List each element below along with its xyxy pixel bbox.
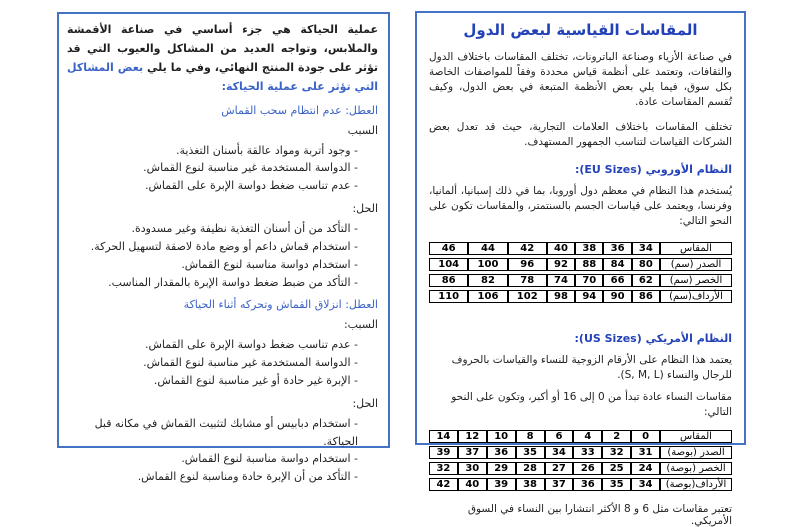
size-value-cell: 2 [602,430,631,443]
size-value-cell: 32 [429,462,458,475]
size-value-cell: 36 [603,242,631,255]
table-row [429,462,732,475]
list-item: - عدم تناسب ضغط دواسة الإبرة على القماش. [144,179,358,193]
list-item: - التأكد من ضبط ضغط دواسة الإبرة بالمقدار المناسب. [108,275,358,289]
list-item: - وجود أتربة ومواد عالقة بأسنان التغذية. [176,143,358,157]
size-value-cell: 82 [468,274,507,287]
size-value-cell: 36 [487,446,516,459]
intro-highlight: بعض المشاكل التي تؤثر على عملية الحياكة: [67,60,378,93]
fault2-cause-label: السبب: [343,318,378,332]
list-item: - الدواسة المستخدمة غير مناسبة لنوع القماش. [143,356,358,370]
size-value-cell: 35 [602,478,631,491]
row-label-cell: الخصر (سم) [660,274,732,287]
size-value-cell: 102 [508,290,547,303]
size-value-cell: 39 [429,446,458,459]
size-value-cell: 106 [468,290,507,303]
size-value-cell: 8 [516,430,545,443]
fault2-causes-list [67,336,378,389]
row-label-cell: الخصر (بوصة) [660,462,732,475]
size-value-cell: 30 [458,462,487,475]
size-value-cell: 100 [468,258,507,271]
fault2-solution-label: الحل: [352,396,378,410]
fault1-solutions-list [67,220,378,291]
list-item: - استخدام دواسة مناسبة لنوع القماش. [181,257,358,271]
size-value-cell: 62 [632,274,660,287]
size-value-cell: 92 [547,258,575,271]
size-value-cell: 4 [573,430,602,443]
size-value-cell: 86 [429,274,468,287]
list-item: - استخدام دواسة مناسبة لنوع القماش. [181,452,358,466]
us-sizes-paragraph-1: يعتمد هذا النظام على الأرقام الزوجية للنساء والقياسات بالحروف للرجال والنساء (S, M, L). [451,354,732,382]
size-value-cell: 6 [545,430,574,443]
size-value-cell: 34 [545,446,574,459]
size-value-cell: 104 [429,258,468,271]
brands-variation-paragraph: تختلف المقاسات باختلاف العلامات التجارية، حيث قد تعدل بعض الشركات القياسات لتناسب الجمهور المستهدف. [429,120,732,148]
size-value-cell: 96 [508,258,547,271]
size-value-cell: 34 [632,242,660,255]
table-row [429,430,732,443]
fault1-causes-list [67,142,378,195]
standard-sizes-panel [415,11,746,527]
table-row [429,478,732,491]
size-value-cell: 33 [573,446,602,459]
us-sizes-table [429,427,732,494]
list-item: - الدواسة المستخدمة غير مناسبة لنوع القماش. [143,161,358,175]
panel-title: المقاسات القياسية لبعض الدول [463,21,698,39]
size-value-cell: 70 [575,274,603,287]
size-value-cell: 40 [458,478,487,491]
size-value-cell: 44 [468,242,507,255]
list-item: - عدم تناسب ضغط دواسة الإبرة على القماش. [144,338,358,352]
size-value-cell: 12 [458,430,487,443]
table-row [429,446,732,459]
size-value-cell: 38 [516,478,545,491]
size-value-cell: 42 [429,478,458,491]
row-label-cell: الأرداف(بوصة) [660,478,732,491]
size-value-cell: 37 [545,478,574,491]
size-value-cell: 24 [631,462,660,475]
intro-paragraph [67,21,378,97]
size-value-cell: 26 [573,462,602,475]
size-value-cell: 66 [603,274,631,287]
size-value-cell: 40 [547,242,575,255]
row-label-cell: المقاس [660,242,732,255]
size-value-cell: 90 [603,290,631,303]
size-value-cell: 80 [632,258,660,271]
us-sizes-heading: النظام الأمريكي (US Sizes): [574,332,732,346]
eu-sizes-heading: النظام الأوروبي (EU Sizes): [574,163,732,177]
row-label-cell: الصدر (سم) [660,258,732,271]
table-row [429,258,732,271]
intro-text: عملية الحياكة هي جزء أساسي في صناعة الأقمشة والملابس، وتواجه العديد من المشاكل والعيوب التي قد تؤثر على جودة المنتج النهائي، وفي ما يلي [67,23,378,74]
fault2-solutions-list [67,415,378,486]
size-value-cell: 14 [429,430,458,443]
sizes-intro-paragraph: في صناعة الأزياء وصناعة الباترونات، تختلف المقاسات باختلاف الدول والثقافات، وتعتمد على أنظمة قياس محددة وفقاً للمواصفات الخاصة بكل سوق، فيما يلي بعض الأنظمة المتبعة في بعض الدول، وكيف تُقسم المقاسات عادة. [429,51,732,108]
fault1-title: العطل: عدم انتظام سحب القماش [221,103,378,117]
table-row [429,290,732,303]
us-sizes-paragraph-2: مقاسات النساء عادة تبدأ من 0 إلى 16 أو أكبر، وتكون على النحو التالي: [451,390,732,418]
table-row [429,274,732,287]
size-value-cell: 28 [516,462,545,475]
eu-sizes-paragraph: يُستخدم هذا النظام في معظم دول أوروبا، بما في ذلك إسبانيا، ألمانيا، وفرنسا، ويعتمد على قياسات الجسم بالسنتمتر، والمقاسات تكون على النحو التالي: [429,185,732,228]
row-label-cell: الصدر (بوصة) [660,446,732,459]
row-label-cell: الأرداف(سم) [660,290,732,303]
list-item: - الإبرة غير حادة أو غير مناسبة لنوع القماش. [153,373,358,387]
fault1-cause-label: السبب [347,123,378,137]
size-value-cell: 32 [602,446,631,459]
size-value-cell: 94 [575,290,603,303]
sewing-problems-panel [57,12,390,484]
size-value-cell: 10 [487,430,516,443]
size-value-cell: 37 [458,446,487,459]
size-value-cell: 88 [575,258,603,271]
fault1-solution-label: الحل: [352,202,378,216]
size-value-cell: 36 [573,478,602,491]
size-value-cell: 78 [508,274,547,287]
list-item: - استخدام قماش داعم أو وضع مادة لاصقة لتسهيل الحركة. [90,239,358,253]
size-value-cell: 86 [632,290,660,303]
size-value-cell: 29 [487,462,516,475]
size-value-cell: 25 [602,462,631,475]
list-item: - التأكد من أن أسنان التغذية نظيفة وغير مسدودة. [131,222,358,236]
row-label-cell: المقاس [660,430,732,443]
popular-sizes-note: تعتبر مقاسات مثل 6 و 8 الأكثر انتشارا بين النساء في السوق الأمريكي. [467,502,732,527]
table-row [429,242,732,255]
size-value-cell: 74 [547,274,575,287]
size-value-cell: 110 [429,290,468,303]
size-value-cell: 39 [487,478,516,491]
size-value-cell: 38 [575,242,603,255]
size-value-cell: 84 [603,258,631,271]
size-value-cell: 98 [547,290,575,303]
eu-sizes-table [429,239,732,306]
list-item: - استخدام دبابيس أو مشابك لتثبيت القماش في مكانه قبل الحياكة. [94,416,358,448]
size-value-cell: 27 [545,462,574,475]
size-value-cell: 0 [631,430,660,443]
size-value-cell: 35 [516,446,545,459]
size-value-cell: 42 [508,242,547,255]
size-value-cell: 46 [429,242,468,255]
size-value-cell: 31 [631,446,660,459]
size-value-cell: 34 [631,478,660,491]
list-item: - التأكد من أن الإبرة حادة ومناسبة لنوع القماش. [137,470,358,484]
fault2-title: العطل: انزلاق القماش وتحركه أثناء الحياكة [183,298,378,312]
